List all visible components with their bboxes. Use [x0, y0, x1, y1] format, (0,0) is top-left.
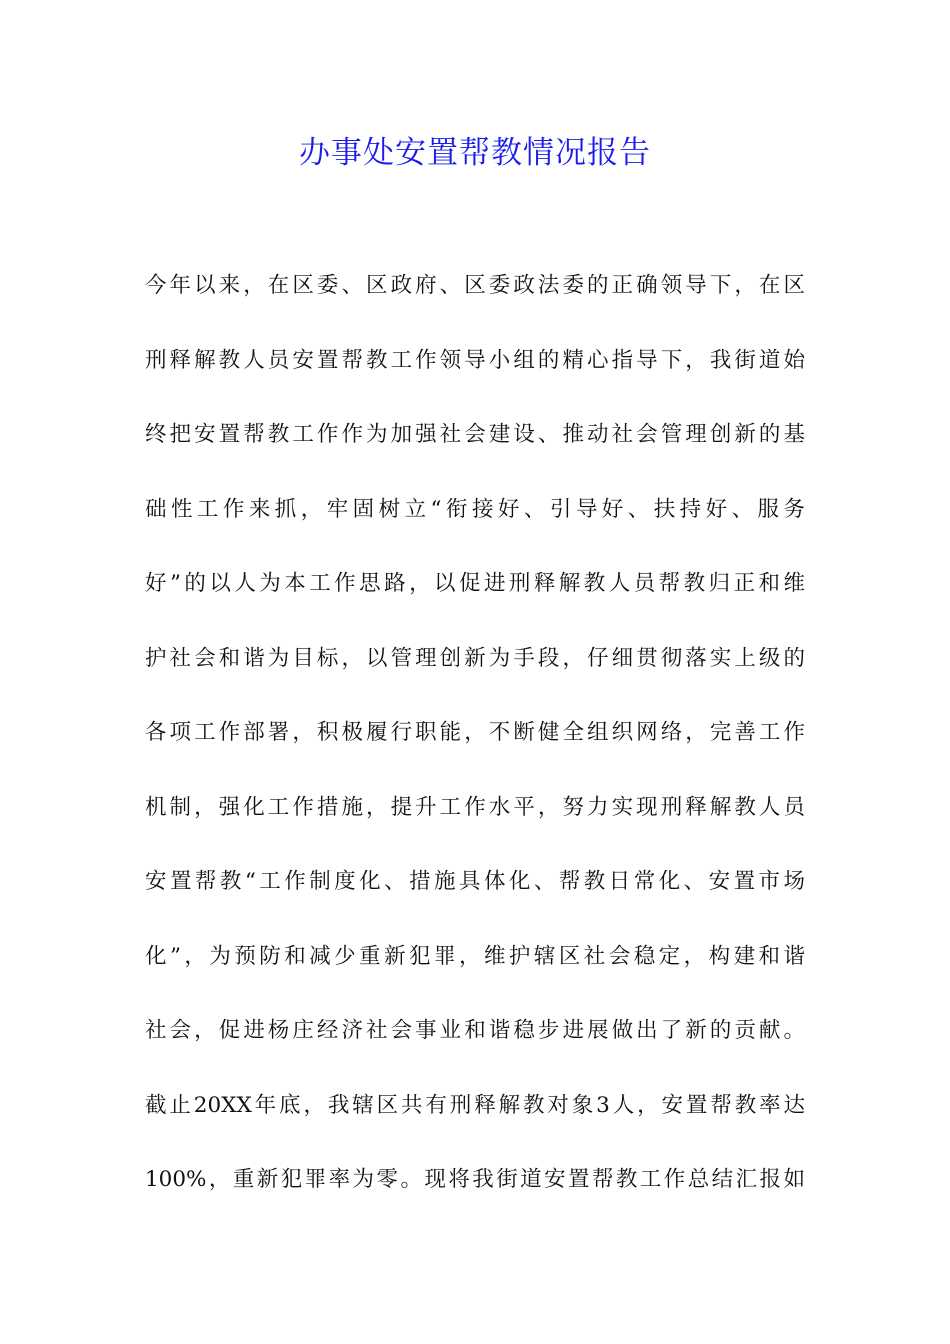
body-line-9: 安置帮教“工作制度化、措施具体化、帮教日常化、安置市场 — [145, 869, 805, 894]
body-line-11: 社会，促进杨庄经济社会事业和谐稳步进展做出了新的贡献。 — [145, 1018, 805, 1043]
body-line-6: 护社会和谐为目标，以管理创新为手段，仔细贯彻落实上级的 — [145, 645, 805, 671]
body-line-12: 截止20XX年底，我辖区共有刑释解教对象3人，安置帮教率达 — [145, 1092, 805, 1118]
body-line-3: 终把安置帮教工作作为加强社会建设、推动社会管理创新的基 — [145, 422, 805, 447]
body-line-4: 础性工作来抓，牢固树立“衔接好、引导好、扶持好、服务 — [145, 496, 805, 522]
document-body — [145, 264, 805, 1233]
body-line-2: 刑释解教人员安置帮教工作领导小组的精心指导下，我街道始 — [145, 347, 805, 373]
body-line-7: 各项工作部署，积极履行职能，不断健全组织网络，完善工作 — [145, 720, 805, 745]
body-line-5: 好”的以人为本工作思路，以促进刑释解教人员帮教归正和维 — [145, 571, 805, 596]
body-line-10: 化”，为预防和减少重新犯罪，维护辖区社会稳定，构建和谐 — [145, 943, 805, 969]
body-line-1: 今年以来，在区委、区政府、区委政法委的正确领导下，在区 — [145, 273, 805, 298]
document-title: 办事处安置帮教情况报告 — [299, 135, 651, 171]
body-line-13: 100%，重新犯罪率为零。现将我街道安置帮教工作总结汇报如 — [145, 1167, 805, 1192]
body-line-8: 机制，强化工作措施，提升工作水平，努力实现刑释解教人员 — [145, 794, 805, 820]
